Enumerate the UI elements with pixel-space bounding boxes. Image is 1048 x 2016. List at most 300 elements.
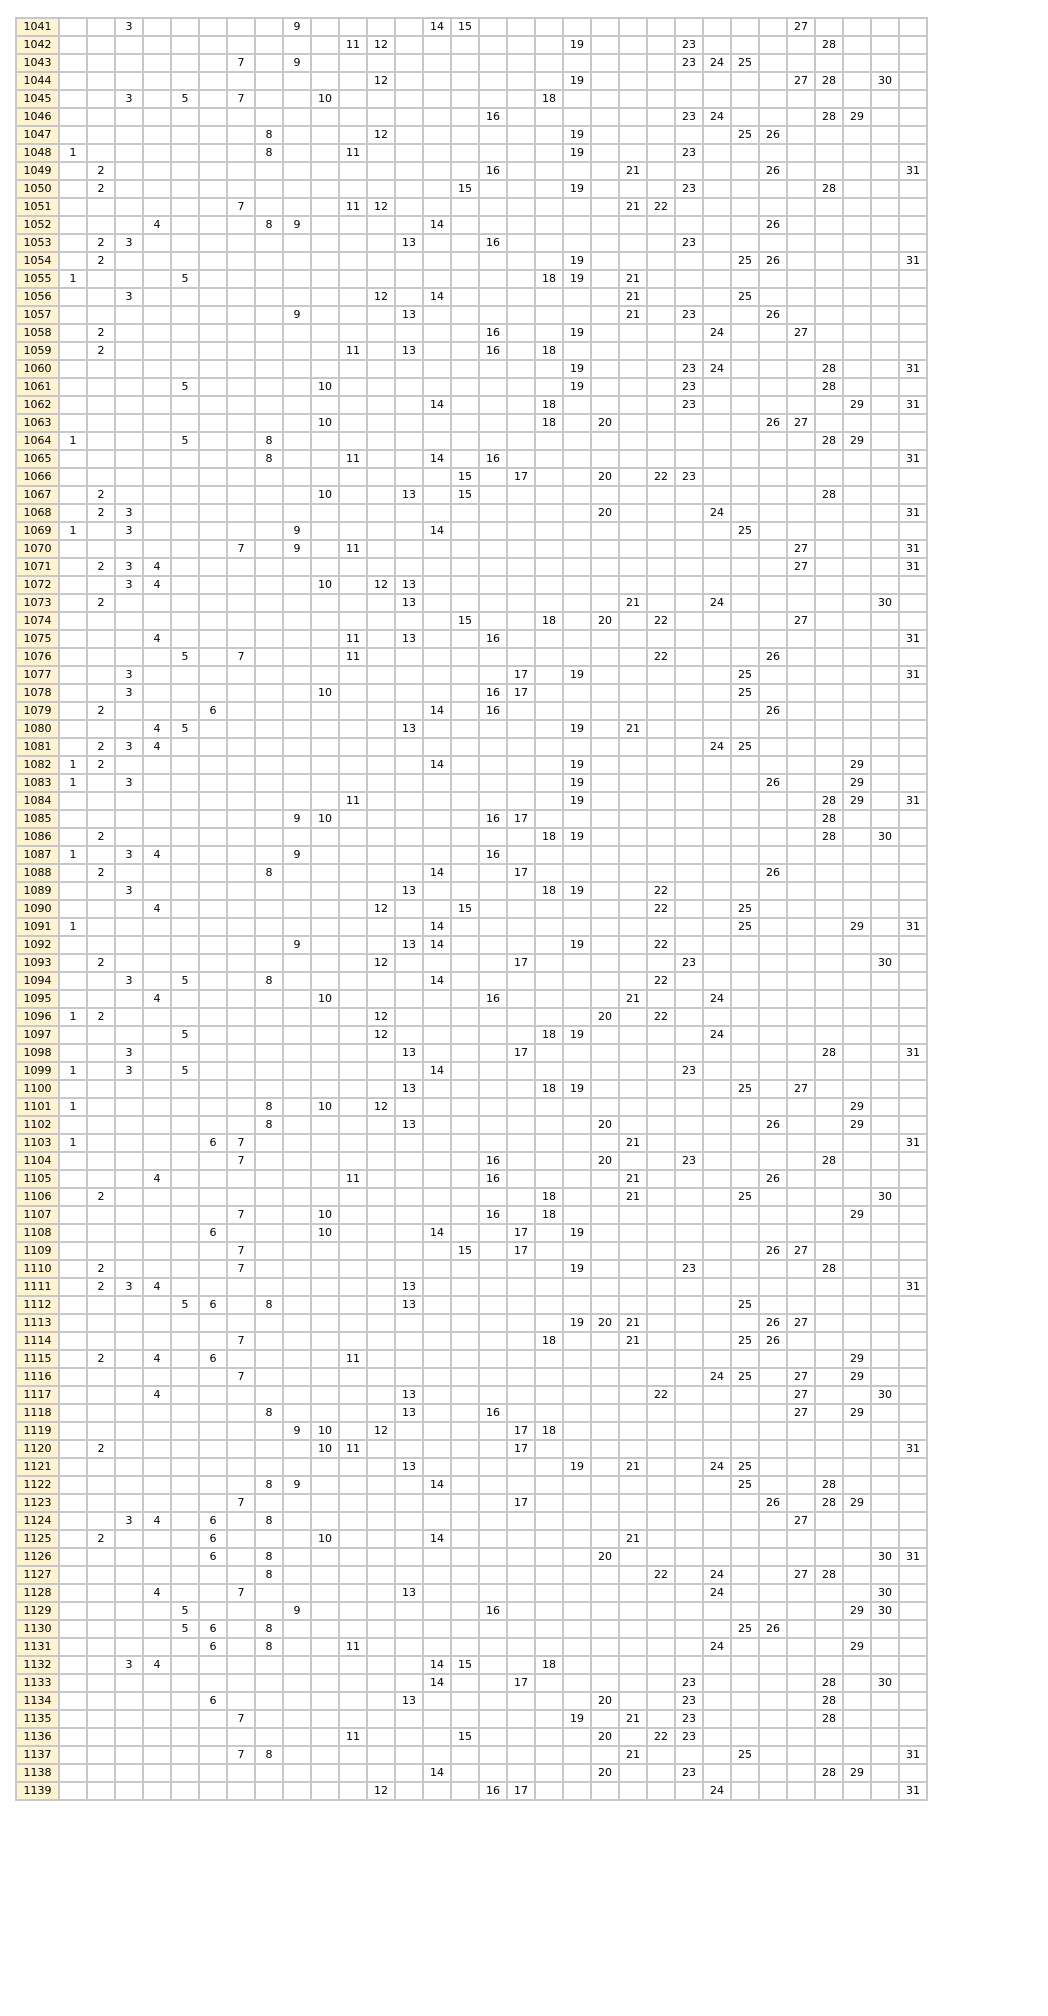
- empty-cell: [535, 1710, 563, 1728]
- empty-cell: [731, 72, 759, 90]
- empty-cell: [227, 1764, 255, 1782]
- empty-cell: [339, 1584, 367, 1602]
- empty-cell: [115, 1638, 143, 1656]
- empty-cell: [451, 756, 479, 774]
- empty-cell: [255, 1728, 283, 1746]
- empty-cell: [535, 1764, 563, 1782]
- empty-cell: [87, 1206, 115, 1224]
- empty-cell: [283, 828, 311, 846]
- empty-cell: [871, 918, 899, 936]
- empty-cell: [115, 1350, 143, 1368]
- empty-cell: [143, 1296, 171, 1314]
- empty-cell: [115, 648, 143, 666]
- empty-cell: [787, 1674, 815, 1692]
- number-cell: 4: [143, 1350, 171, 1368]
- number-cell: 23: [675, 108, 703, 126]
- empty-cell: [199, 432, 227, 450]
- empty-cell: [283, 1314, 311, 1332]
- number-cell: 26: [759, 252, 787, 270]
- empty-cell: [199, 900, 227, 918]
- number-cell: 28: [815, 792, 843, 810]
- empty-cell: [563, 288, 591, 306]
- empty-cell: [647, 1098, 675, 1116]
- empty-cell: [591, 1746, 619, 1764]
- number-cell: 14: [423, 1674, 451, 1692]
- empty-cell: [115, 1782, 143, 1800]
- empty-cell: [647, 990, 675, 1008]
- empty-cell: [563, 1638, 591, 1656]
- empty-cell: [339, 432, 367, 450]
- empty-cell: [451, 396, 479, 414]
- empty-cell: [535, 1530, 563, 1548]
- empty-cell: [647, 1350, 675, 1368]
- number-cell: 14: [423, 396, 451, 414]
- empty-cell: [311, 522, 339, 540]
- empty-cell: [115, 1404, 143, 1422]
- empty-cell: [815, 1134, 843, 1152]
- empty-cell: [451, 1584, 479, 1602]
- empty-cell: [759, 486, 787, 504]
- empty-cell: [451, 1782, 479, 1800]
- number-cell: 16: [479, 342, 507, 360]
- period-cell: 1102: [16, 1116, 59, 1134]
- empty-cell: [227, 558, 255, 576]
- table-row: [16, 1350, 927, 1368]
- empty-cell: [787, 576, 815, 594]
- empty-cell: [143, 1188, 171, 1206]
- number-cell: 18: [535, 1188, 563, 1206]
- empty-cell: [759, 720, 787, 738]
- empty-cell: [199, 990, 227, 1008]
- empty-cell: [283, 1260, 311, 1278]
- empty-cell: [787, 1476, 815, 1494]
- empty-cell: [787, 1494, 815, 1512]
- number-cell: 6: [199, 1224, 227, 1242]
- empty-cell: [227, 1188, 255, 1206]
- empty-cell: [535, 72, 563, 90]
- empty-cell: [703, 1440, 731, 1458]
- empty-cell: [759, 1044, 787, 1062]
- empty-cell: [535, 1386, 563, 1404]
- empty-cell: [283, 1458, 311, 1476]
- number-cell: 28: [815, 1494, 843, 1512]
- empty-cell: [367, 414, 395, 432]
- empty-cell: [171, 1404, 199, 1422]
- table-row: [16, 180, 927, 198]
- empty-cell: [87, 378, 115, 396]
- empty-cell: [759, 504, 787, 522]
- period-cell: 1054: [16, 252, 59, 270]
- empty-cell: [675, 414, 703, 432]
- empty-cell: [675, 252, 703, 270]
- number-cell: 29: [843, 1098, 871, 1116]
- empty-cell: [871, 1764, 899, 1782]
- empty-cell: [563, 1152, 591, 1170]
- empty-cell: [731, 1350, 759, 1368]
- number-cell: 3: [115, 504, 143, 522]
- number-cell: 4: [143, 576, 171, 594]
- empty-cell: [591, 918, 619, 936]
- table-row: [16, 234, 927, 252]
- empty-cell: [871, 1350, 899, 1368]
- empty-cell: [451, 882, 479, 900]
- empty-cell: [227, 1062, 255, 1080]
- empty-cell: [87, 1476, 115, 1494]
- number-cell: 6: [199, 1134, 227, 1152]
- table-row: [16, 18, 927, 36]
- empty-cell: [507, 1098, 535, 1116]
- table-row: [16, 288, 927, 306]
- empty-cell: [451, 558, 479, 576]
- empty-cell: [563, 306, 591, 324]
- number-cell: 13: [395, 576, 423, 594]
- empty-cell: [199, 1494, 227, 1512]
- number-cell: 22: [647, 468, 675, 486]
- empty-cell: [283, 1674, 311, 1692]
- table-row: [16, 900, 927, 918]
- empty-cell: [479, 1332, 507, 1350]
- number-cell: 25: [731, 666, 759, 684]
- empty-cell: [227, 1008, 255, 1026]
- empty-cell: [367, 666, 395, 684]
- number-cell: 18: [535, 414, 563, 432]
- empty-cell: [451, 522, 479, 540]
- empty-cell: [899, 1476, 927, 1494]
- empty-cell: [339, 1026, 367, 1044]
- empty-cell: [899, 1170, 927, 1188]
- empty-cell: [703, 288, 731, 306]
- empty-cell: [311, 180, 339, 198]
- empty-cell: [731, 1386, 759, 1404]
- empty-cell: [787, 396, 815, 414]
- empty-cell: [507, 972, 535, 990]
- empty-cell: [451, 162, 479, 180]
- number-cell: 10: [311, 576, 339, 594]
- empty-cell: [647, 306, 675, 324]
- empty-cell: [647, 1332, 675, 1350]
- empty-cell: [451, 36, 479, 54]
- number-cell: 25: [731, 1458, 759, 1476]
- empty-cell: [535, 900, 563, 918]
- empty-cell: [675, 1512, 703, 1530]
- empty-cell: [507, 1260, 535, 1278]
- empty-cell: [759, 1368, 787, 1386]
- empty-cell: [535, 378, 563, 396]
- empty-cell: [759, 396, 787, 414]
- empty-cell: [647, 720, 675, 738]
- number-cell: 19: [563, 270, 591, 288]
- empty-cell: [423, 72, 451, 90]
- empty-cell: [339, 1548, 367, 1566]
- empty-cell: [115, 414, 143, 432]
- empty-cell: [87, 990, 115, 1008]
- empty-cell: [647, 756, 675, 774]
- empty-cell: [507, 396, 535, 414]
- number-cell: 22: [647, 900, 675, 918]
- empty-cell: [59, 396, 87, 414]
- empty-cell: [87, 774, 115, 792]
- empty-cell: [199, 1044, 227, 1062]
- empty-cell: [591, 180, 619, 198]
- table-row: [16, 486, 927, 504]
- empty-cell: [395, 756, 423, 774]
- empty-cell: [87, 1782, 115, 1800]
- empty-cell: [591, 1368, 619, 1386]
- empty-cell: [59, 54, 87, 72]
- empty-cell: [703, 486, 731, 504]
- empty-cell: [283, 1656, 311, 1674]
- empty-cell: [339, 684, 367, 702]
- period-cell: 1078: [16, 684, 59, 702]
- empty-cell: [479, 1440, 507, 1458]
- table-row: [16, 54, 927, 72]
- empty-cell: [451, 432, 479, 450]
- empty-cell: [311, 774, 339, 792]
- empty-cell: [339, 252, 367, 270]
- empty-cell: [535, 1458, 563, 1476]
- empty-cell: [115, 1296, 143, 1314]
- empty-cell: [115, 828, 143, 846]
- empty-cell: [731, 630, 759, 648]
- number-cell: 3: [115, 1656, 143, 1674]
- empty-cell: [255, 684, 283, 702]
- empty-cell: [675, 630, 703, 648]
- number-cell: 17: [507, 810, 535, 828]
- empty-cell: [367, 234, 395, 252]
- empty-cell: [339, 666, 367, 684]
- number-cell: 26: [759, 1494, 787, 1512]
- empty-cell: [815, 270, 843, 288]
- number-cell: 13: [395, 1116, 423, 1134]
- empty-cell: [843, 720, 871, 738]
- empty-cell: [143, 18, 171, 36]
- empty-cell: [59, 576, 87, 594]
- empty-cell: [423, 180, 451, 198]
- table-row: [16, 126, 927, 144]
- number-cell: 29: [843, 1404, 871, 1422]
- empty-cell: [199, 954, 227, 972]
- empty-cell: [367, 774, 395, 792]
- number-cell: 15: [451, 486, 479, 504]
- empty-cell: [227, 756, 255, 774]
- number-cell: 28: [815, 108, 843, 126]
- empty-cell: [143, 252, 171, 270]
- empty-cell: [507, 414, 535, 432]
- empty-cell: [199, 1584, 227, 1602]
- empty-cell: [787, 126, 815, 144]
- empty-cell: [647, 540, 675, 558]
- empty-cell: [899, 774, 927, 792]
- empty-cell: [647, 1674, 675, 1692]
- number-cell: 23: [675, 1728, 703, 1746]
- empty-cell: [227, 1224, 255, 1242]
- number-cell: 7: [227, 90, 255, 108]
- empty-cell: [283, 702, 311, 720]
- empty-cell: [675, 1746, 703, 1764]
- empty-cell: [87, 1368, 115, 1386]
- empty-cell: [563, 1584, 591, 1602]
- empty-cell: [591, 90, 619, 108]
- empty-cell: [395, 414, 423, 432]
- empty-cell: [199, 144, 227, 162]
- empty-cell: [311, 234, 339, 252]
- empty-cell: [227, 306, 255, 324]
- empty-cell: [423, 1242, 451, 1260]
- empty-cell: [591, 1440, 619, 1458]
- empty-cell: [311, 198, 339, 216]
- empty-cell: [255, 792, 283, 810]
- empty-cell: [339, 954, 367, 972]
- empty-cell: [171, 1350, 199, 1368]
- empty-cell: [871, 1224, 899, 1242]
- number-cell: 25: [731, 738, 759, 756]
- empty-cell: [339, 1386, 367, 1404]
- empty-cell: [535, 1548, 563, 1566]
- empty-cell: [143, 1368, 171, 1386]
- empty-cell: [171, 1260, 199, 1278]
- empty-cell: [815, 738, 843, 756]
- empty-cell: [339, 936, 367, 954]
- empty-cell: [759, 234, 787, 252]
- empty-cell: [535, 540, 563, 558]
- number-cell: 4: [143, 738, 171, 756]
- empty-cell: [143, 1476, 171, 1494]
- empty-cell: [787, 1584, 815, 1602]
- empty-cell: [423, 342, 451, 360]
- number-cell: 25: [731, 252, 759, 270]
- period-cell: 1041: [16, 18, 59, 36]
- number-cell: 10: [311, 414, 339, 432]
- number-cell: 21: [619, 288, 647, 306]
- period-cell: 1137: [16, 1746, 59, 1764]
- empty-cell: [647, 666, 675, 684]
- empty-cell: [395, 468, 423, 486]
- empty-cell: [507, 720, 535, 738]
- empty-cell: [731, 180, 759, 198]
- empty-cell: [787, 1260, 815, 1278]
- empty-cell: [619, 738, 647, 756]
- empty-cell: [703, 1080, 731, 1098]
- empty-cell: [339, 918, 367, 936]
- empty-cell: [87, 1242, 115, 1260]
- empty-cell: [815, 1062, 843, 1080]
- empty-cell: [199, 756, 227, 774]
- number-cell: 3: [115, 972, 143, 990]
- empty-cell: [423, 1008, 451, 1026]
- empty-cell: [283, 1098, 311, 1116]
- empty-cell: [395, 432, 423, 450]
- empty-cell: [815, 1332, 843, 1350]
- empty-cell: [675, 612, 703, 630]
- number-cell: 12: [367, 1782, 395, 1800]
- empty-cell: [731, 576, 759, 594]
- empty-cell: [535, 1260, 563, 1278]
- empty-cell: [843, 1512, 871, 1530]
- empty-cell: [535, 774, 563, 792]
- empty-cell: [451, 810, 479, 828]
- empty-cell: [227, 72, 255, 90]
- empty-cell: [815, 1512, 843, 1530]
- period-cell: 1115: [16, 1350, 59, 1368]
- empty-cell: [395, 72, 423, 90]
- empty-cell: [115, 126, 143, 144]
- empty-cell: [731, 1224, 759, 1242]
- empty-cell: [115, 1188, 143, 1206]
- number-cell: 5: [171, 1062, 199, 1080]
- empty-cell: [423, 1602, 451, 1620]
- empty-cell: [311, 1350, 339, 1368]
- number-cell: 26: [759, 1116, 787, 1134]
- empty-cell: [87, 1296, 115, 1314]
- empty-cell: [367, 1656, 395, 1674]
- empty-cell: [563, 1350, 591, 1368]
- empty-cell: [283, 576, 311, 594]
- empty-cell: [423, 792, 451, 810]
- empty-cell: [423, 1116, 451, 1134]
- number-cell: 25: [731, 288, 759, 306]
- empty-cell: [199, 720, 227, 738]
- number-cell: 22: [647, 648, 675, 666]
- empty-cell: [759, 1134, 787, 1152]
- empty-cell: [423, 1314, 451, 1332]
- empty-cell: [199, 288, 227, 306]
- empty-cell: [171, 252, 199, 270]
- empty-cell: [815, 990, 843, 1008]
- empty-cell: [115, 990, 143, 1008]
- empty-cell: [759, 684, 787, 702]
- empty-cell: [199, 918, 227, 936]
- empty-cell: [647, 1620, 675, 1638]
- number-cell: 24: [703, 1638, 731, 1656]
- empty-cell: [591, 756, 619, 774]
- empty-cell: [871, 1746, 899, 1764]
- empty-cell: [171, 810, 199, 828]
- number-cell: 16: [479, 684, 507, 702]
- number-cell: 22: [647, 612, 675, 630]
- empty-cell: [143, 450, 171, 468]
- empty-cell: [479, 1638, 507, 1656]
- empty-cell: [563, 1512, 591, 1530]
- table-row: [16, 1224, 927, 1242]
- empty-cell: [815, 1080, 843, 1098]
- empty-cell: [227, 1170, 255, 1188]
- empty-cell: [339, 234, 367, 252]
- empty-cell: [619, 954, 647, 972]
- table-row: [16, 1080, 927, 1098]
- number-cell: 2: [87, 1350, 115, 1368]
- empty-cell: [619, 522, 647, 540]
- empty-cell: [395, 360, 423, 378]
- empty-cell: [171, 864, 199, 882]
- empty-cell: [703, 1764, 731, 1782]
- empty-cell: [787, 1008, 815, 1026]
- empty-cell: [115, 1530, 143, 1548]
- empty-cell: [339, 1404, 367, 1422]
- number-cell: 28: [815, 1674, 843, 1692]
- number-cell: 4: [143, 558, 171, 576]
- empty-cell: [171, 342, 199, 360]
- empty-cell: [143, 1134, 171, 1152]
- number-cell: 2: [87, 1530, 115, 1548]
- empty-cell: [451, 90, 479, 108]
- empty-cell: [899, 72, 927, 90]
- empty-cell: [871, 126, 899, 144]
- empty-cell: [87, 1710, 115, 1728]
- empty-cell: [591, 54, 619, 72]
- empty-cell: [507, 1566, 535, 1584]
- empty-cell: [899, 828, 927, 846]
- empty-cell: [395, 1710, 423, 1728]
